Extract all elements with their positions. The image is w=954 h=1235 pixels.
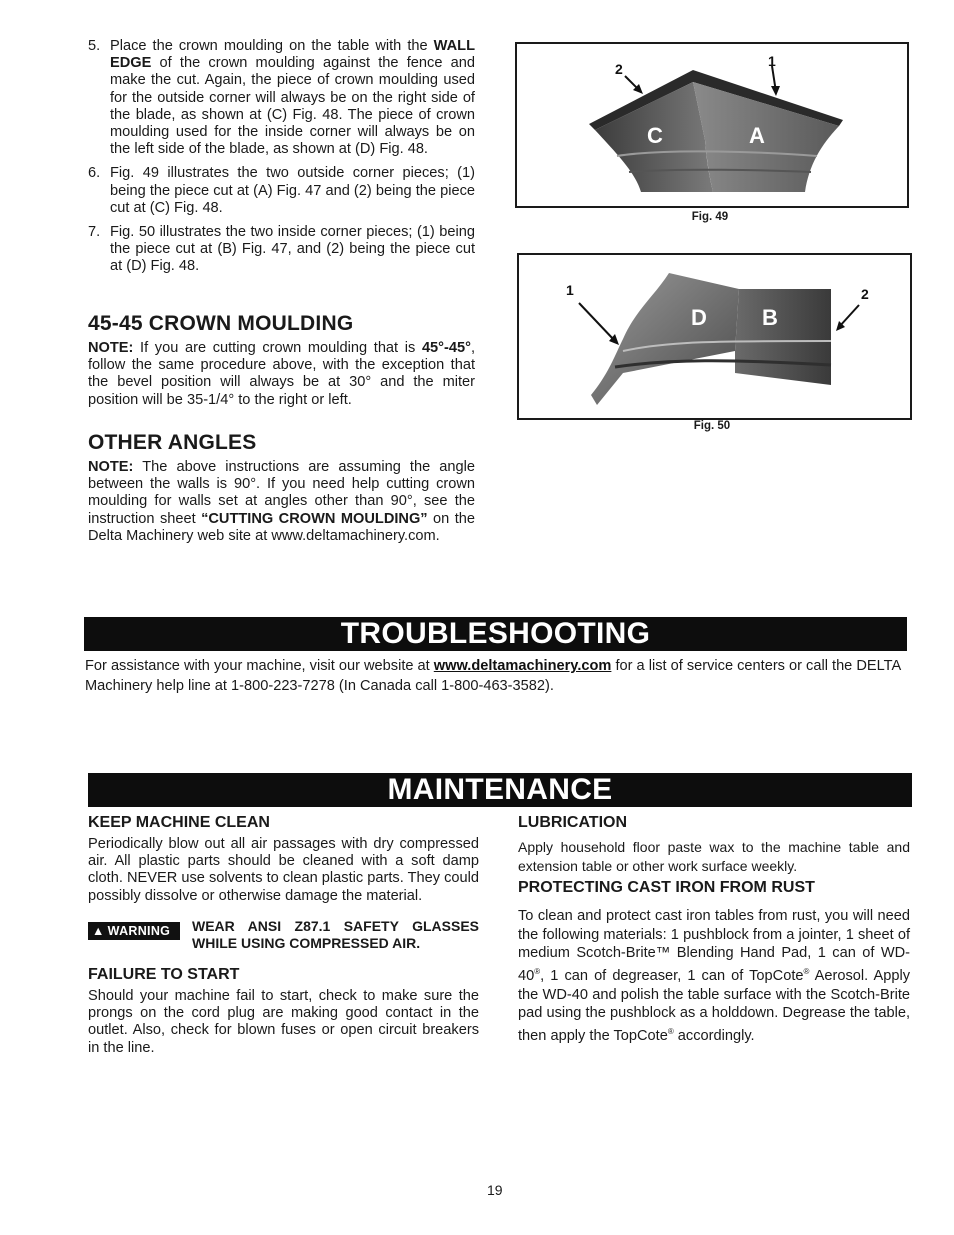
fig-50-crown-inside-corner-illustration: [519, 255, 910, 418]
step-6: [88, 165, 475, 217]
note-label: NOTE:: [88, 459, 134, 475]
note-bold-text: 45°-45°: [421, 340, 471, 356]
registered-mark: ®: [803, 967, 810, 977]
step-number: 6.: [88, 165, 101, 182]
step-5: [88, 38, 475, 158]
step-number: 7.: [88, 224, 101, 241]
rust-text-part: To clean and protect cast iron tables from rust, you will need the following materials: 1 pushblock from a jointer, 1 sheet of medium Scotch-Brite™ Blending Hand Pad, 1 can of WD-40: [518, 908, 910, 984]
fig-49-callout-1: 1: [768, 53, 776, 69]
delta-website-link[interactable]: www.deltamachinery.com: [433, 658, 612, 674]
step-text: Fig. 50 illustrates the two inside corner pieces; (1) being the piece cut at (B) Fig. 47, and (2) being the piece cut at (D) Fig. 48.: [110, 224, 475, 275]
rust-text-part: , 1 can of degreaser, 1 can of TopCote: [540, 967, 804, 984]
step-number: 5.: [88, 38, 101, 54]
rust-text-part: Aerosol. Apply the WD-40 and polish the table surface with the Scotch-Brite pad using the pushblock as a holddown. Degrease the table, then apply the TopCote: [518, 967, 910, 1044]
fig-49-callout-2: 2: [615, 61, 623, 77]
warning-triangle-icon: ▲: [92, 924, 105, 938]
fig-49-label-a: A: [749, 123, 765, 148]
crown-45-note: [88, 340, 475, 409]
warning-text: WEAR ANSI Z87.1 SAFETY GLASSES WHILE USING COMPRESSED AIR.: [192, 918, 479, 951]
fig-50-callout-1: 1: [566, 282, 574, 298]
lubrication-text: Apply household floor paste wax to the machine table and extension table or other work surface weekly.: [518, 839, 910, 874]
fig-50-callout-2: 2: [861, 286, 869, 302]
troubleshooting-text: [85, 657, 910, 696]
warning-badge-label: WARNING: [107, 924, 171, 938]
registered-mark: ®: [534, 967, 541, 977]
lubrication-heading: LUBRICATION: [518, 814, 628, 831]
troubleshooting-text-part: for a list of service centers or call the DELTA Machinery help line at 1-800-223-7278 (In Canada call 1-800-463-3582).: [85, 658, 901, 694]
step-text: Place the crown moulding on the table with the: [110, 38, 434, 54]
keep-clean-text: Periodically blow out all air passages with dry compressed air. All plastic parts should be cleaned with a soft damp cloth. NEVER use solvents to clean plastic parts. They could possibly dissolve or otherwise damage the material.: [88, 836, 479, 904]
note-text: If you are cutting crown moulding that is: [133, 340, 422, 356]
fig-50-caption: Fig. 50: [693, 420, 731, 432]
fig-49-crown-outside-corner-illustration: [517, 44, 907, 206]
keep-clean-heading: KEEP MACHINE CLEAN: [88, 814, 270, 831]
step-text: of the crown moulding against the fence and make the cut. Again, the piece of crown moulding used for the outside corner will always be on the right side of the blade, as shown at (C) Fig. 48. The piece of crown moulding used for the inside corner will always be on the left side of the blade, as shown at (D) Fig. 48.: [110, 55, 475, 158]
failure-to-start-heading: FAILURE TO START: [88, 966, 240, 983]
note-text: , follow the same procedure above, with the exception that the bevel position will always be at 30° and the miter position will be 35-1/4° to the right or left.: [88, 340, 475, 408]
fig-49-frame: [515, 42, 909, 208]
note-label: NOTE:: [88, 340, 134, 356]
other-angles-heading: OTHER ANGLES: [88, 431, 257, 454]
fig-50-piece-b: [735, 289, 831, 385]
fig-49-caption: Fig. 49: [691, 211, 729, 223]
warning-badge: [88, 922, 180, 940]
fig-50-label-d: D: [691, 305, 707, 330]
other-angles-note: [88, 459, 475, 545]
rust-heading: PROTECTING CAST IRON FROM RUST: [518, 879, 815, 896]
troubleshooting-banner: TROUBLESHOOTING: [84, 617, 907, 651]
registered-mark: ®: [667, 1027, 674, 1037]
step-text: Fig. 49 illustrates the two outside corner pieces; (1) being the piece cut at (A) Fig. 47 and (2) being the piece cut at (C) Fig. 48.: [110, 165, 475, 216]
page-number: 19: [487, 1182, 503, 1198]
steps-list: [88, 38, 475, 276]
note-text: The above instructions are assuming the angle between the walls is 90°. If you need help cutting crown moulding for walls set at angles other than 90°, see the instruction sheet: [88, 459, 475, 527]
steps-list-container: [88, 38, 475, 283]
step-bold-text: WALL EDGE: [110, 38, 475, 72]
failure-to-start-text: Should your machine fail to start, check to make sure the prongs on the cord plug are making good contact in the outlet. Also, check for blown fuses or open circuit breakers in the line.: [88, 988, 479, 1056]
troubleshooting-text-part: For assistance with your machine, visit our website at: [85, 658, 434, 674]
fig-49-label-c: C: [647, 123, 663, 148]
maintenance-banner: MAINTENANCE: [88, 773, 912, 807]
fig-50-label-b: B: [762, 305, 778, 330]
step-7: [88, 224, 475, 276]
rust-text: [518, 907, 910, 1046]
fig-50-frame: [517, 253, 912, 420]
crown-45-heading: 45-45 CROWN MOULDING: [88, 312, 354, 335]
rust-text-part: accordingly.: [673, 1027, 755, 1044]
note-bold-text: “CUTTING CROWN MOULDING”: [201, 510, 428, 527]
note-text: on the Delta Machinery web site at www.deltamachinery.com.: [88, 510, 475, 544]
